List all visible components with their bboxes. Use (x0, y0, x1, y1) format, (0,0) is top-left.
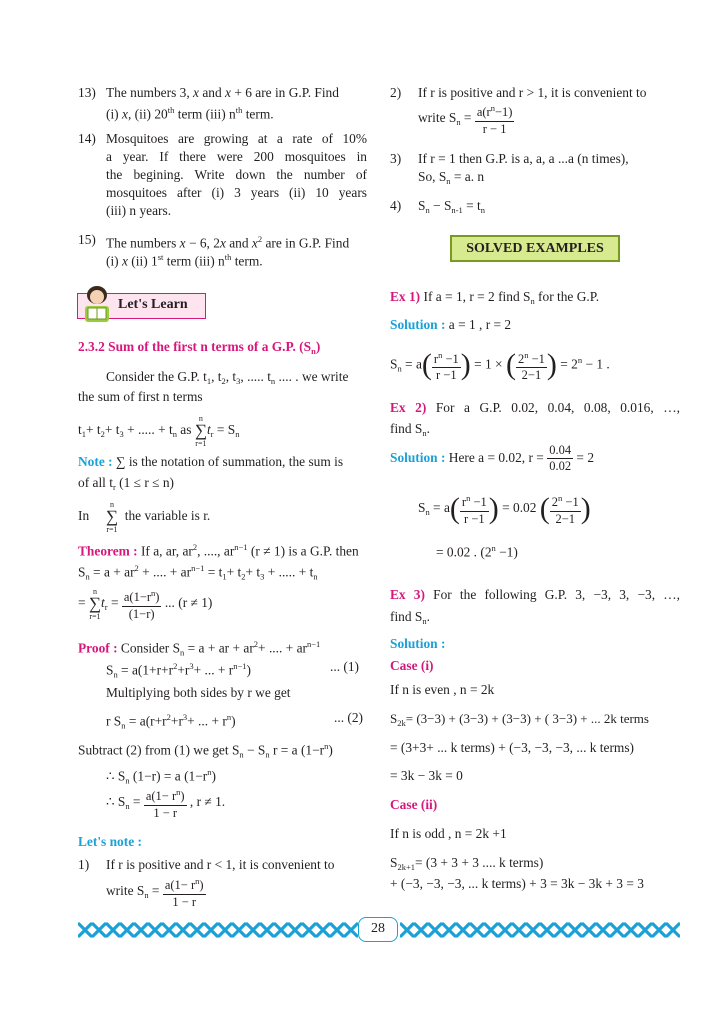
equation-2-label: ... (2) (334, 710, 364, 725)
proof-line6: ∴ $S_n$ (1−r) = a $(1-r^n)$ (106, 767, 216, 786)
theorem-line3: = n ∑ r=1 $t_r$ = $\frac{a(1-r^n)}{(1-r)}$ ... (r ≠ 1) (78, 586, 213, 621)
ex3-case1-line1: If n is even , n = 2k (390, 682, 495, 697)
note-3-line1: If r = 1 then G.P. is a, a, a ...a (n times), (418, 151, 629, 166)
exercise-13-number: 13) (78, 85, 96, 100)
ex3-statement-line2: find $S_n$. (390, 609, 430, 626)
note-4-number: 4) (390, 198, 402, 213)
exercise-14-number: 14) (78, 131, 96, 146)
exercise-14-line2: a year. If there were 200 mosquitoes in (106, 149, 367, 164)
ex3-case1-line4: = 3k − 3k = 0 (390, 768, 463, 783)
ex2-working: $S_n = a$( $\frac{r^n -1}{r -1}$ ) = 0.02 ( $\frac{2^n -1}{2-1}$ ) (418, 491, 591, 526)
note-1-line1: If r is positive and r < 1, it is convenient to (106, 857, 335, 872)
note-1-number: 1) (78, 857, 90, 872)
ex3-case2-label: Case (ii) (390, 797, 438, 812)
exercise-13-line2: (i) x, (ii) 20th term (iii) $n^{th}$ term. (106, 105, 274, 122)
note-line2: of all $t_r$ (1 ≤ r ≤ n) (78, 475, 175, 492)
note-3-number: 3) (390, 151, 402, 166)
theorem-line1: Theorem : If a, ar, $ar^2$, ...., $ar^{n-1}$ (r ≠ 1) is a G.P. then (78, 542, 359, 559)
ex3-case1-line2: $S_{2k}= (3-3) + (3-3) + (3-3)$ + ( 3−3) + ... 2k terms (390, 711, 649, 728)
ex3-case2-line1: If n is odd , n = 2k +1 (390, 826, 507, 841)
ex2-statement-line2: find $S_n$. (390, 421, 430, 438)
note-2-number: 2) (390, 85, 402, 100)
ex2-result: = 0.02 . $(2^n -1)$ (436, 543, 518, 560)
note-line1: Note : ∑ is the notation of summation, the sum is (78, 454, 344, 469)
equation-1-label: ... (1) (330, 659, 360, 674)
proof-line5: Subtract (2) from (1) we get $S_n - S_n$ r = a $(1-r^n)$ (78, 741, 333, 760)
ex1-working: $S_n = a$( $\frac{r^n -1}{r -1}$ ) = 1 × ( $\frac{2^n -1}{2-1}$ ) = $2^n - 1$ . (390, 348, 610, 382)
exercise-14-line4: mosquitoes after (i) 3 years (ii) 10 years (106, 185, 367, 200)
sum-expression: $t_1+ t_2+ t_3$ + ..... + $t_n$ as n ∑ r=1 $t_r = S_n$ (78, 414, 240, 448)
theorem-line2: $S_n = a + ar^2$ + .... + $ar^{n-1} = t_1+ t_2+ t_3$ + ..... + $t_n$ (78, 563, 318, 582)
ex3-case1-line3: = (3+3+ ... k terms) + (−3, −3, −3, ... k terms) (390, 740, 635, 755)
girl-reading-icon (80, 282, 114, 324)
note-4-line1: $S_n - S_{n-1} = t_n$ (418, 198, 485, 215)
exercise-14-line5: (iii) n years. (106, 203, 172, 218)
footer-border-right (400, 920, 680, 940)
proof-line2: $S_n = a(1+r+r^2+r^3+$ ... + $r^{n-1}$) (106, 661, 252, 680)
ex3-case1-label: Case (i) (390, 658, 434, 673)
solved-examples-banner: SOLVED EXAMPLES (450, 235, 620, 262)
proof-line3: Multiplying both sides by r we get (106, 685, 291, 700)
consider-line2: the sum of first n terms (78, 389, 203, 404)
note-2-line1: If r is positive and r > 1, it is convenient to (418, 85, 647, 100)
proof-line7: ∴ $S_n$ = $\frac{a(1- r^n)}{1 - r}$ , r ≠ 1. (106, 787, 226, 820)
ex2-statement: Ex 2) For a G.P. 0.02, 0.04, 0.08, 0.016, …, (390, 400, 680, 415)
consider-line1: Consider the G.P. $t_1$, $t_2$, $t_3$, ..... $t_n$ .... . we write (106, 369, 349, 386)
note-2-line2: write $S_n$ = $\frac{a(r^n-1)}{r - 1}$ (418, 103, 513, 136)
ex3-solution-label: Solution : (390, 636, 446, 651)
exercise-14-line3: the begining. Write down the number of (106, 167, 367, 182)
ex1-statement: Ex 1) If a = 1, r = 2 find $S_n$ for the G.P. (390, 289, 600, 306)
ex1-solution: Solution : a = 1 , r = 2 (390, 317, 512, 332)
ex2-solution: Solution : Here a = 0.02, r = $\frac{0.04}{0.02}$ = 2 (390, 443, 595, 474)
proof-line4: r $S_n = a(r+r^2+r^3+$ ... + $r^n$) (106, 712, 236, 731)
lets-learn-label: Let's Learn (118, 297, 188, 312)
exercise-15-number: 15) (78, 232, 96, 247)
ex3-case2-line2: $S_{2k+1}= (3 + 3 + 3$ .... k terms) (390, 855, 544, 872)
proof-line1: Proof : Consider $S_n = a$ + ar + $ar^2+$ .... + $ar^{n-1}$ (78, 639, 321, 658)
sigma-symbol: n ∑ r=1 (194, 414, 207, 448)
note-1-line2: write $S_n$ = $\frac{a(1- r^n)}{1 - r}$ (106, 876, 204, 909)
footer-border-left (78, 920, 358, 940)
lets-note-heading: Let's note : (78, 834, 142, 849)
ex3-statement: Ex 3) For the following G.P. 3, −3, 3, −3, …, (390, 587, 680, 602)
exercise-15-line1: The numbers x − 6, 2x and $x^2$ are in G.P. Find (106, 234, 350, 251)
note-line3: In n ∑ r=1 the variable is r. (78, 500, 211, 534)
note-3-line2: So, $S_n = a$. n (418, 169, 485, 186)
exercise-13-line1: The numbers 3, x and x + 6 are in G.P. Find (106, 85, 339, 100)
exercise-14-line1: Mosquitoes are growing at a rate of 10% (106, 131, 367, 146)
ex3-case2-line3: + (−3, −3, −3, ... k terms) + 3 = 3k − 3k + 3 = 3 (390, 876, 644, 891)
page-number: 28 (358, 917, 398, 942)
section-heading: 2.3.2 Sum of the first n terms of a G.P. $(S_n)$ (78, 339, 321, 356)
exercise-15-line2: (i) x (ii) 1st term (iii) $n^{th}$ term. (106, 252, 263, 269)
